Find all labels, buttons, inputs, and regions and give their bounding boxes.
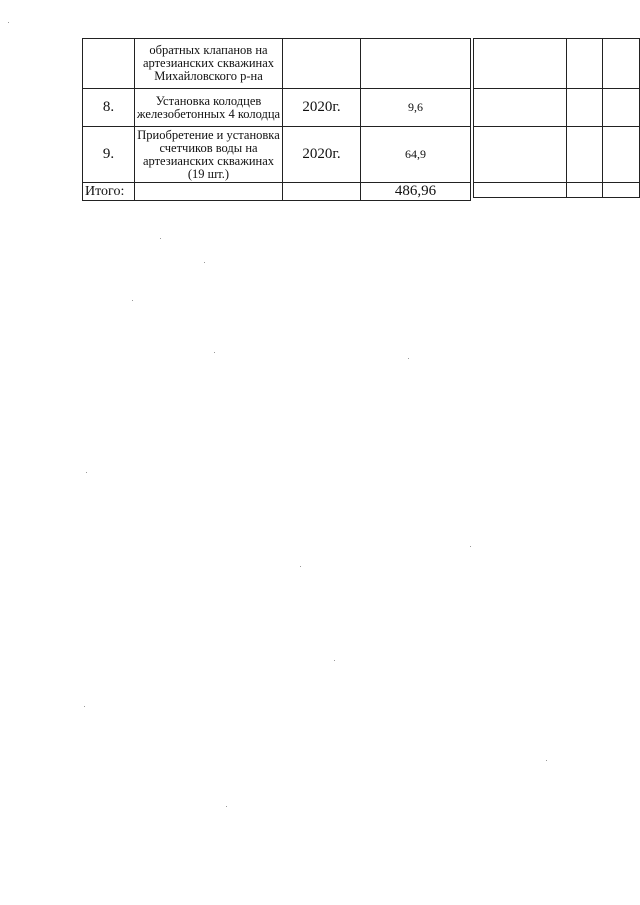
row-description: Приобретение и установка счетчиков воды на артезианских скважинах (19 шт.) (135, 127, 283, 183)
empty-cell (567, 183, 602, 198)
row-description: Установка колодцев железобетонных 4 колодца (135, 89, 283, 127)
total-amount: 486,96 (361, 183, 471, 201)
table-row (83, 89, 471, 127)
scan-speck (226, 806, 227, 807)
row-year: 2020г. (283, 89, 361, 127)
empty-cell (474, 39, 567, 89)
empty-cell (474, 89, 567, 127)
scan-speck (214, 352, 215, 353)
scan-speck (204, 262, 205, 263)
scan-speck (546, 760, 547, 761)
empty-cell (567, 89, 602, 127)
scan-speck (86, 472, 87, 473)
empty-cell (602, 183, 639, 198)
row-number: 8. (83, 89, 135, 127)
empty-cell (474, 183, 567, 198)
empty-cell (474, 127, 567, 183)
row-description: обратных клапанов на артезианских скважинах Михайловского р-на (135, 39, 283, 89)
row-number (83, 39, 135, 89)
scan-speck (408, 358, 409, 359)
empty-cell (567, 39, 602, 89)
scan-speck (8, 22, 9, 23)
row-year: 2020г. (283, 127, 361, 183)
empty-cell (567, 127, 602, 183)
scan-speck (300, 566, 301, 567)
total-label: Итого: (83, 183, 135, 201)
scan-speck (160, 238, 161, 239)
empty-cell (602, 89, 639, 127)
total-row (83, 183, 471, 201)
right-columns-table (473, 38, 640, 198)
table-row (83, 39, 471, 89)
total-empty-cell (283, 183, 361, 201)
table-row (83, 127, 471, 183)
row-amount: 64,9 (361, 127, 471, 183)
row-amount: 9,6 (361, 89, 471, 127)
scan-speck (132, 300, 133, 301)
row-amount (361, 39, 471, 89)
total-empty-cell (135, 183, 283, 201)
empty-cell (602, 127, 639, 183)
empty-cell (602, 39, 639, 89)
scan-speck (470, 546, 471, 547)
row-year (283, 39, 361, 89)
scan-speck (84, 706, 85, 707)
budget-table (82, 38, 471, 201)
scan-speck (334, 660, 335, 661)
row-number: 9. (83, 127, 135, 183)
